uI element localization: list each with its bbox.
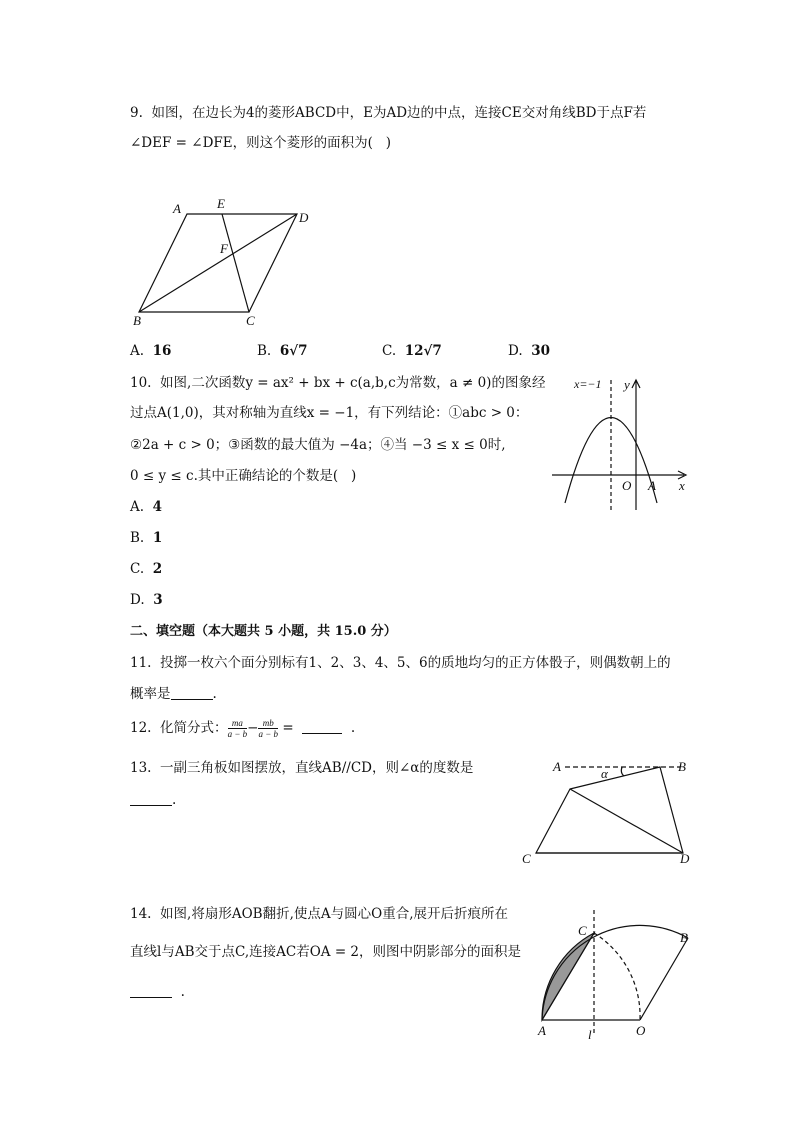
label-alpha: α xyxy=(601,766,608,781)
label-y: y xyxy=(624,377,630,392)
q10-line1: 10. 如图,二次函数y = ax² + bx + c(a,b,c为常数，a ≠ 0)的图象经 xyxy=(130,375,546,391)
q12-answer-blank[interactable] xyxy=(302,719,342,734)
q10-line4: 0 ≤ y ≤ c.其中正确结论的个数是( ) xyxy=(130,468,357,484)
q10-option-b[interactable]: B. 1 xyxy=(130,530,163,546)
q9-option-b[interactable]: B. 6√7 xyxy=(257,343,308,359)
q9-option-a[interactable]: A. 16 xyxy=(130,343,172,359)
q13-triangles-figure xyxy=(520,755,700,870)
label-a: A xyxy=(648,478,656,493)
q9-option-d[interactable]: D. 30 xyxy=(508,343,551,359)
q13-line1: 13. 一副三角板如图摆放，直线AB//CD，则∠α的度数是 xyxy=(130,760,474,776)
q11-answer-blank[interactable] xyxy=(171,685,213,700)
q10-line3: ②2a + c > 0；③函数的最大值为 −4a；④当 −3 ≤ x ≤ 0时, xyxy=(130,437,506,453)
label-c: C xyxy=(578,923,587,938)
q13-line2: . xyxy=(130,791,176,809)
label-c: C xyxy=(522,851,531,866)
q11-line1: 11. 投掷一枚六个面分别标有1、2、3、4、5、6的质地均匀的正方体骰子，则偶数朝上的 xyxy=(130,655,671,671)
label-f: F xyxy=(220,241,228,256)
label-o: O xyxy=(622,478,632,493)
q10-option-a[interactable]: A. 4 xyxy=(130,499,163,515)
label-axis-eq: x=−1 xyxy=(574,377,602,391)
q10-parabola-figure xyxy=(550,372,695,517)
q14-answer-blank[interactable] xyxy=(130,983,172,998)
angle-alpha-arc xyxy=(621,767,624,776)
q12-fraction-2: $\frac{mb}{a - b}$ xyxy=(258,718,279,739)
segment-ob xyxy=(640,938,688,1020)
label-d: D xyxy=(680,851,690,866)
section-2-title: 二、填空题（本大题共 5 小题，共 15.0 分） xyxy=(130,624,397,639)
q10-option-c[interactable]: C. 2 xyxy=(130,561,163,577)
q12-fraction-1: $\frac{ma}{a - b}$ xyxy=(227,718,248,739)
segment-ce xyxy=(222,214,249,312)
q9-option-c[interactable]: C. 12√7 xyxy=(382,343,442,359)
label-b: B xyxy=(680,930,688,945)
label-a: A xyxy=(538,1023,546,1038)
q9-line2: ∠DEF = ∠DFE，则这个菱形的面积为( ) xyxy=(130,135,392,151)
label-l: l xyxy=(588,1027,592,1042)
q11-line2: 概率是 . xyxy=(130,686,217,702)
q13-answer-blank[interactable] xyxy=(130,791,172,806)
q12-line: 12. 化简分式： $\frac{ma}{a - b}$ − $\frac{mb}{a - b}$ = . xyxy=(130,718,356,739)
label-c: C xyxy=(246,313,255,328)
label-a: A xyxy=(553,759,561,774)
q14-line2: 直线l与AB交于点C,连接AC若OA = 2，则图中阴影部分的面积是 xyxy=(130,944,522,960)
triangle-diagonal xyxy=(570,789,683,853)
q10-line2: 过点A(1,0)，其对称轴为直线x = −1，有下列结论：①abc > 0： xyxy=(130,405,529,421)
q14-sector-figure xyxy=(530,905,700,1045)
label-e: E xyxy=(217,196,225,211)
folded-arc xyxy=(594,933,640,1020)
label-a: A xyxy=(173,201,181,216)
label-b: B xyxy=(133,313,141,328)
label-d: D xyxy=(299,210,309,225)
q9-rhombus-figure xyxy=(125,195,325,335)
segment-ac xyxy=(542,933,594,1020)
q9-line1: 9. 如图，在边长为4的菱形ABCD中，E为AD边的中点，连接CE交对角线BD于点F若 xyxy=(130,105,647,121)
q14-line1: 14. 如图,将扇形AOB翻折,使点A与圆心O重合,展开后折痕所在 xyxy=(130,906,508,922)
q14-line3: . xyxy=(130,983,185,1001)
q10-option-d[interactable]: D. 3 xyxy=(130,592,163,608)
label-x: x xyxy=(679,478,685,493)
label-b: B xyxy=(678,759,686,774)
label-o: O xyxy=(636,1023,646,1038)
